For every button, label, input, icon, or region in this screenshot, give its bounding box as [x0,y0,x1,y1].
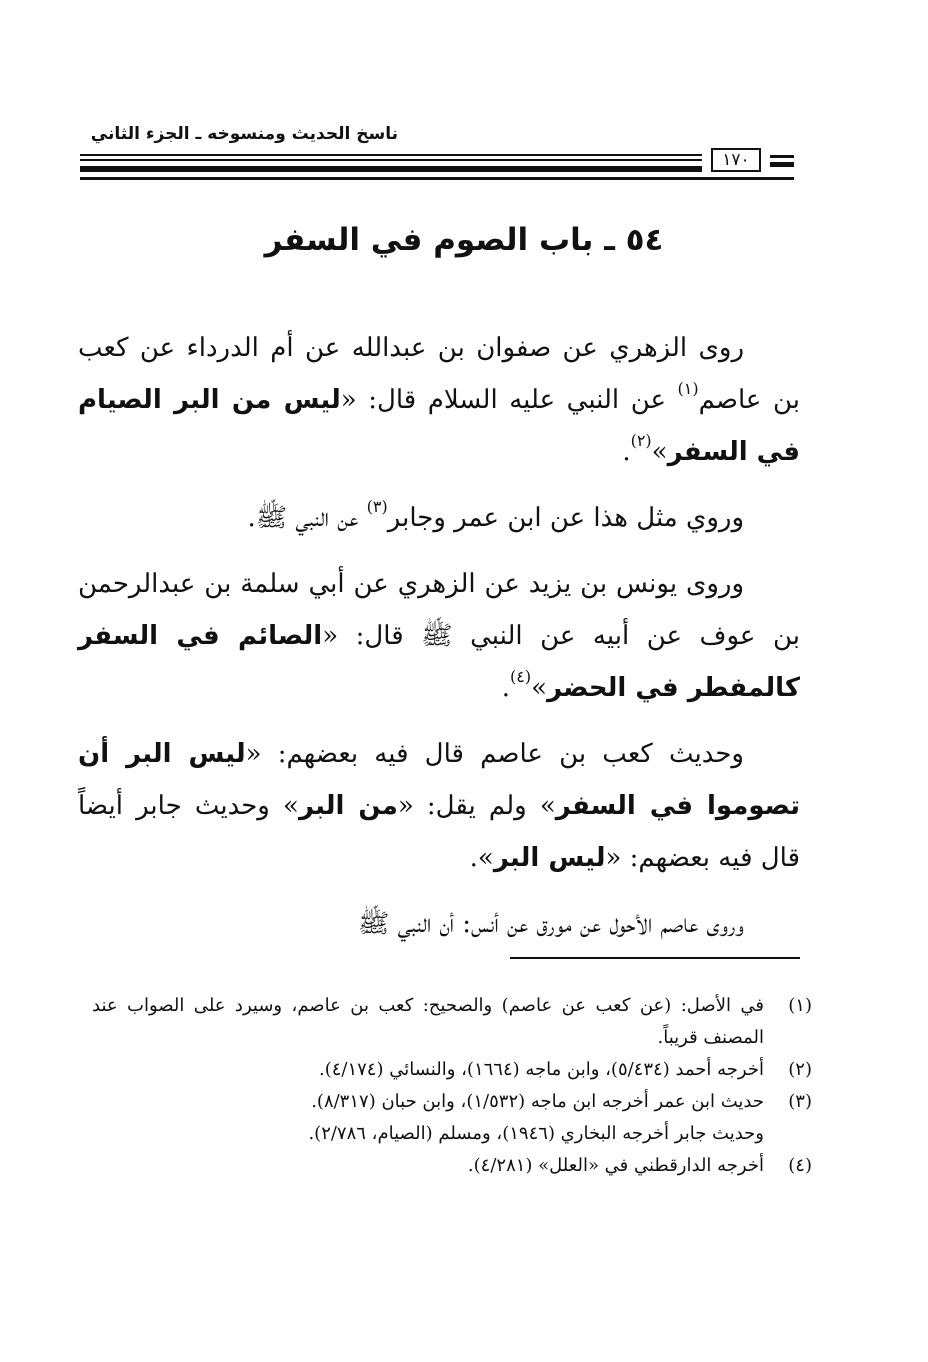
header-rule [770,162,794,167]
footnote-number: (٤) [788,1155,812,1176]
footnote-text: أخرجه أحمد (٥/٤٣٤)، وابن ماجه (١٦٦٤)، والنسائي (٤/١٧٤). [318,1059,764,1080]
footnote [92,1150,812,1182]
footnote-text: في الأصل: (عن كعب عن عاصم) والصحيح: كعب بن عاصم، وسيرد على الصواب عند المصنف قريباً. [92,995,764,1048]
hadith-quote: ليس البر أن تصوموا في السفر [78,739,800,821]
footnote [92,1054,812,1086]
footnote-number: (١) [788,995,812,1016]
footnote-text: وحديث جابر أخرجه البخاري (١٩٤٦)، ومسلم (الصيام، ٢/٧٨٦). [308,1123,764,1144]
page-number: ١٧٠ [711,148,761,172]
text-run: » وحديث جابر أيضاً قال فيه بعضهم: « [78,791,800,873]
footnote-text: حديث ابن عمر أخرجه ابن ماجه (١/٥٣٢)، وابن حبان (٨/٣١٧). [311,1091,764,1112]
hadith-quote: الصائم في السفر كالمفطر في الحضر [78,621,800,703]
text-run: » [531,673,548,703]
header-rule [80,177,794,180]
text-run: وروى يونس بن يزيد عن الزهري عن أبي سلمة بن عبدالرحمن بن عوف عن أبيه عن النبي ﷺ قال: « [78,569,800,651]
text-run: . [501,673,511,703]
main-text [78,322,800,964]
header-rule [80,154,702,156]
header-rule [80,159,702,161]
header-rule [770,155,794,158]
text-run: وروي مثل هذا عن ابن عمر وجابر [387,503,744,533]
footnote [92,1086,812,1118]
footnote-marker: (١) [677,379,699,398]
footnote-marker: (٤) [510,667,532,686]
footnote-marker: (٣) [366,497,388,516]
footnote [92,990,812,1054]
text-run: عن النبي ﷺ. [247,503,367,533]
footnote-marker: (٢) [630,431,652,450]
footnotes [92,990,812,1182]
hadith-quote: من البر [298,791,398,821]
footnote-number: (٣) [788,1091,812,1112]
chapter-title: ٥٤ ـ باب الصوم في السفر [264,222,664,258]
text-run: روى الزهري عن صفوان بن عبدالله عن أم الدرداء عن كعب بن عاصم [78,333,800,415]
text-run: وحديث كعب بن عاصم قال فيه بعضهم: « [245,739,744,769]
paragraph [78,322,800,478]
text-run: » [651,437,668,467]
text-run: وروى عاصم الأحول عن مورق عن أنس: أن النبي ﷺ [357,909,744,939]
footnote-number: (٢) [788,1059,812,1080]
hadith-quote: ليس من البر الصيام في السفر [78,385,800,467]
hadith-quote: ليس البر [493,843,606,873]
footnote-continuation [92,1118,812,1150]
paragraph [78,728,800,884]
running-title: ناسخ الحديث ومنسوخه ـ الجزء الثاني [90,124,398,144]
footnote-separator [510,957,800,959]
text-run: » ولم يقل: « [397,791,556,821]
text-run: ». [469,843,494,873]
text-run: . [622,437,631,467]
paragraph [78,558,800,714]
paragraph [78,492,800,544]
footnote-text: أخرجه الدارقطني في «العلل» (٤/٢٨١). [467,1155,764,1176]
header-rule [80,166,702,172]
paragraph [78,898,800,950]
text-run: عن النبي عليه السلام قال: « [340,385,678,415]
